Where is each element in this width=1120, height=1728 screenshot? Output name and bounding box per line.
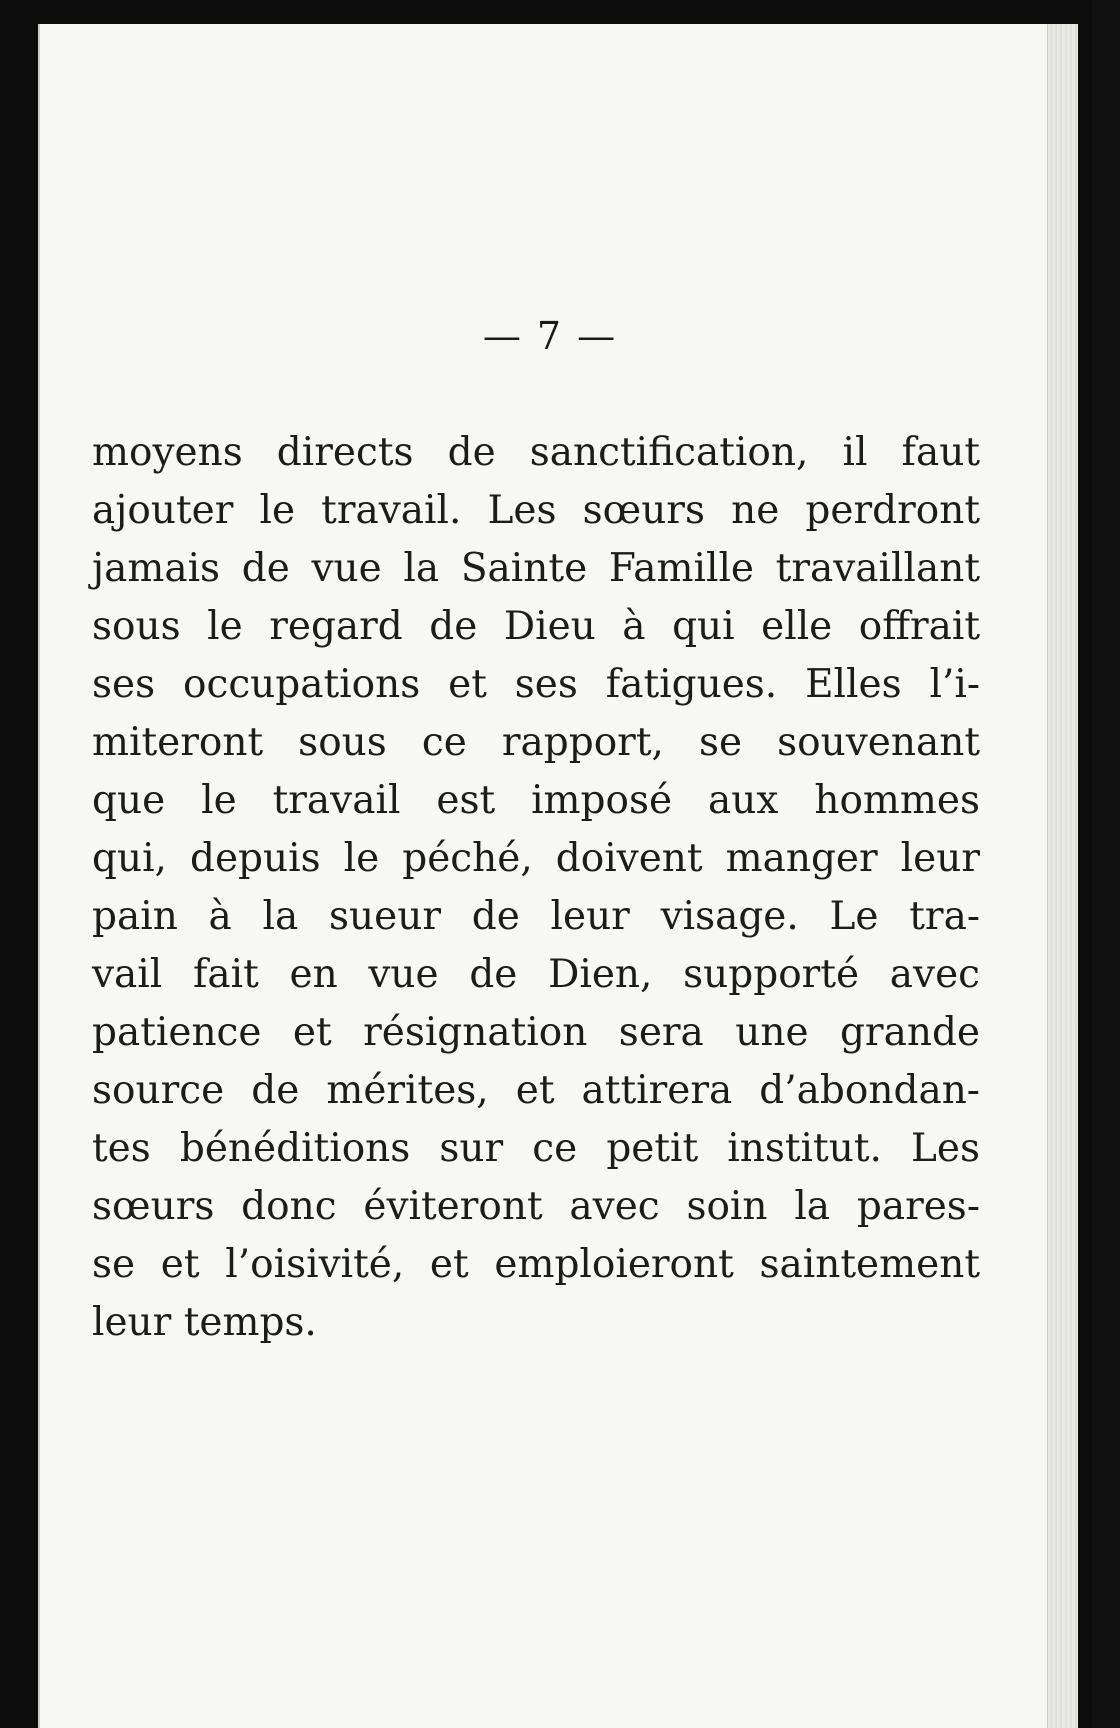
text-line: miteront sous ce rapport, se souvenant — [92, 720, 980, 765]
text-line: patience et résignation sera une grande — [92, 1010, 980, 1055]
text-line: jamais de vue la Sainte Famille travaillant — [92, 546, 980, 591]
page-number: — 7 — — [482, 314, 618, 358]
text-line: que le travail est imposé aux hommes — [92, 778, 980, 823]
text-line: pain à la sueur de leur visage. Le tra- — [92, 894, 980, 939]
body-paragraph — [92, 424, 980, 1352]
text-line: tes bénéditions sur ce petit institut. Les — [92, 1126, 980, 1171]
text-line: leur temps. — [92, 1300, 317, 1345]
text-line: qui, depuis le péché, doivent manger leur — [92, 836, 980, 881]
text-line: se et l’oisivité, et emploieront saintement — [92, 1242, 980, 1287]
text-line: sœurs donc éviteront avec soin la pares- — [92, 1184, 980, 1229]
page-edge — [1047, 24, 1078, 1728]
scan-border — [1092, 0, 1120, 1728]
text-line: sous le regard de Dieu à qui elle offrait — [92, 604, 980, 649]
text-line: moyens directs de sanctification, il faut — [92, 430, 980, 475]
text-line: vail fait en vue de Dien, supporté avec — [92, 952, 980, 997]
text-line: ajouter le travail. Les sœurs ne perdront — [92, 488, 980, 533]
text-line: source de mérites, et attirera d’abondan- — [92, 1068, 980, 1113]
text-line: ses occupations et ses fatigues. Elles l’i- — [92, 662, 980, 707]
book-page — [38, 24, 1078, 1728]
